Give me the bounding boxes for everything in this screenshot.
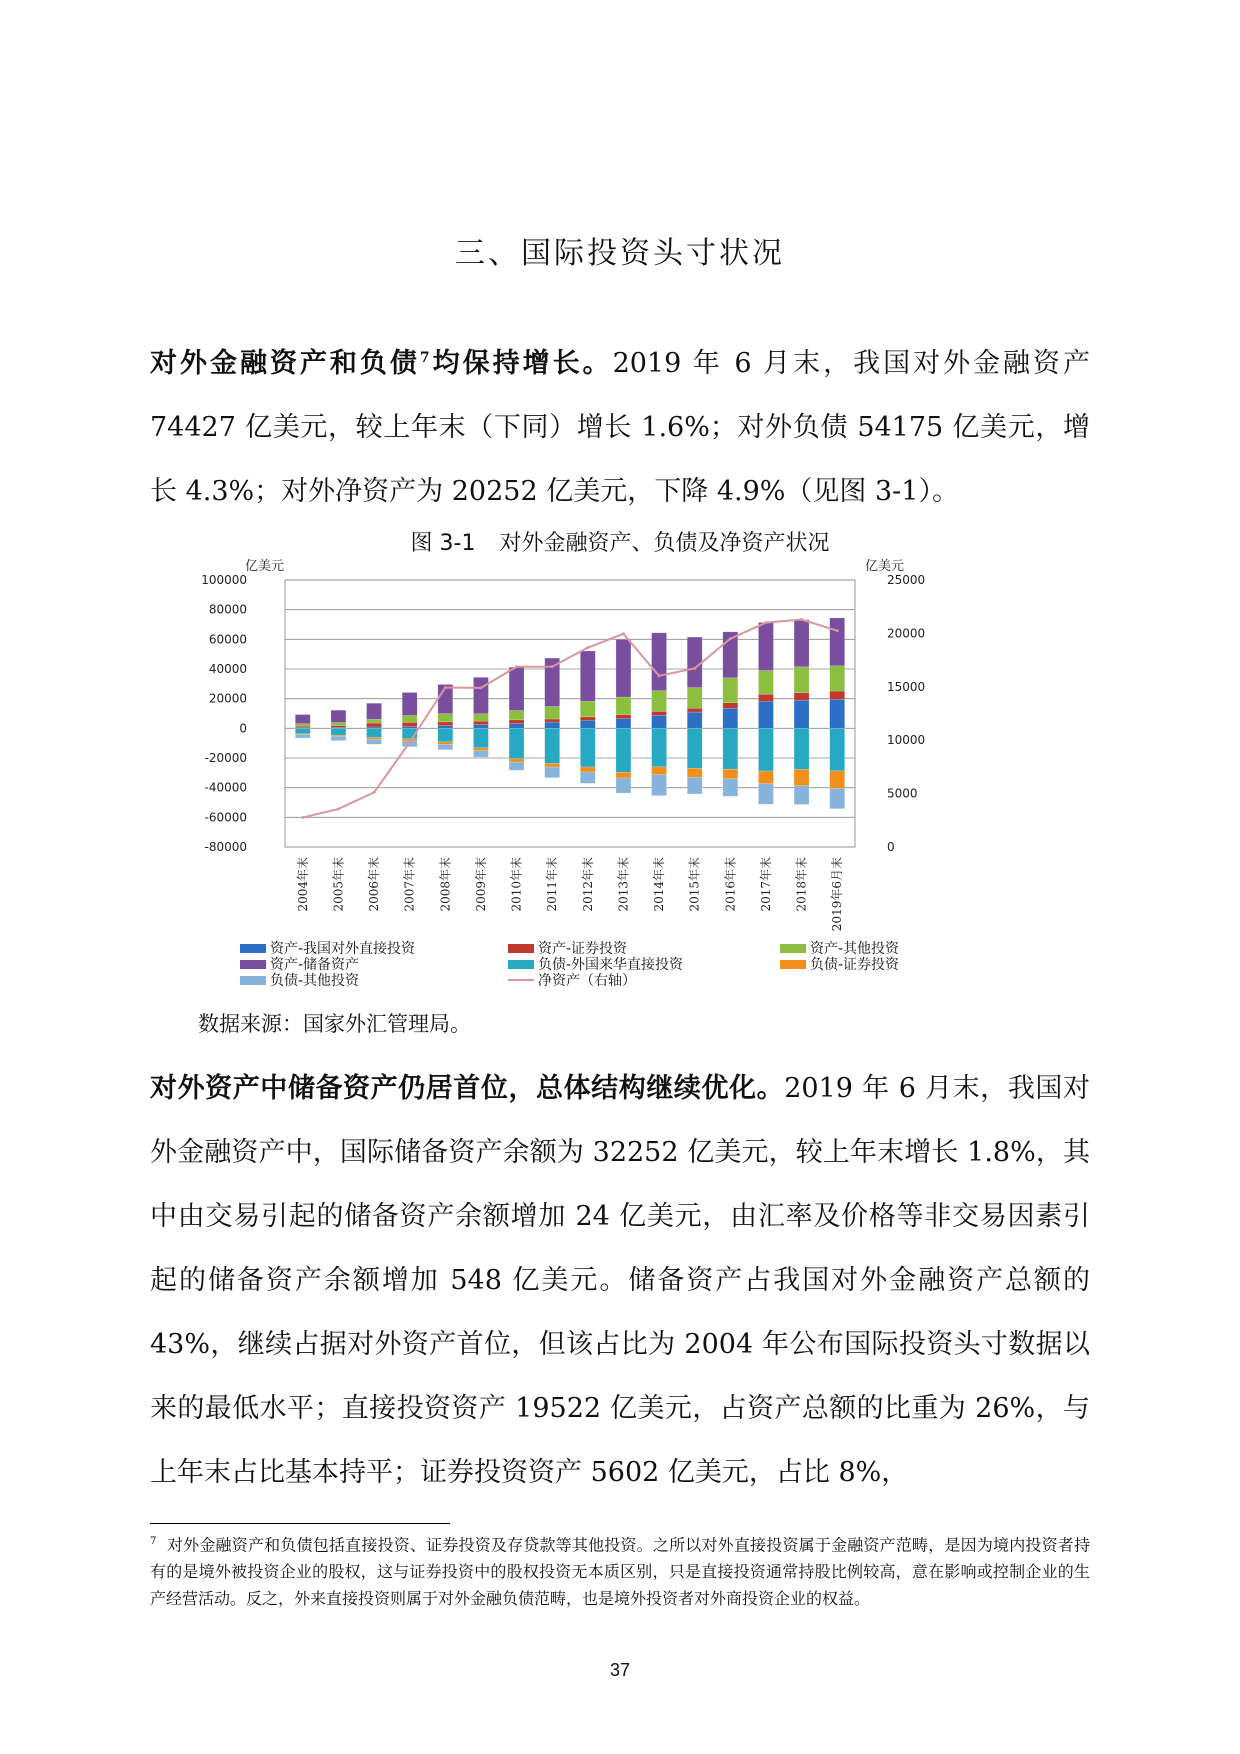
y-right-tick-label: 5000 (887, 786, 918, 801)
bar-segment (580, 720, 595, 728)
bar-segment (545, 728, 560, 763)
legend-swatch (780, 944, 806, 953)
bar-segment (794, 700, 809, 728)
bar-segment (545, 722, 560, 728)
footnote-marker: 7 (150, 1536, 157, 1547)
bar-segment (794, 667, 809, 693)
bar-segment (438, 722, 453, 726)
bar-segment (687, 712, 702, 728)
bar-segment (830, 771, 845, 789)
bar-segment (687, 728, 702, 768)
bar-segment (758, 701, 773, 728)
bar-segment (758, 728, 773, 771)
bar-segment (331, 722, 346, 725)
bar-segment (723, 678, 738, 703)
net-assets-point (658, 674, 661, 677)
net-assets-point (479, 686, 482, 689)
bar-segment (580, 701, 595, 717)
net-assets-point (836, 629, 839, 632)
bar-segment (830, 699, 845, 728)
bar-segment (473, 748, 488, 751)
bar-segment (652, 633, 667, 691)
bar-segment (830, 618, 845, 666)
bar-segment (723, 769, 738, 779)
legend-label: 负债-证券投资 (810, 957, 900, 973)
bar-segment (402, 715, 417, 722)
bar-segment (331, 726, 346, 728)
y-left-tick-label: 40000 (208, 662, 247, 676)
bar-segment (509, 724, 524, 729)
bar-segment (616, 640, 631, 698)
stacked-bar-chart (195, 555, 1005, 935)
net-assets-point (408, 741, 411, 744)
x-tick-label: 2012年末 (580, 857, 595, 912)
data-source: 数据来源：国家外汇管理局。 (198, 1012, 471, 1036)
x-tick-label: 2017年末 (758, 857, 773, 912)
bar-segment (545, 706, 560, 719)
bar-segment (794, 620, 809, 667)
x-tick-label: 2013年末 (616, 857, 631, 912)
page-number: 37 (609, 1660, 631, 1680)
bar-segment (473, 725, 488, 729)
bar-segment (687, 768, 702, 777)
bar-segment (758, 771, 773, 784)
bar-segment (438, 742, 453, 744)
y-left-tick-label: -20000 (204, 751, 247, 765)
figure-title (0, 526, 1240, 557)
bar-segment (758, 670, 773, 694)
bar-segment (367, 728, 382, 737)
y-right-tick-label: 25000 (887, 573, 926, 587)
net-assets-point (444, 686, 447, 689)
bar-segment (473, 714, 488, 721)
bar-segment (509, 762, 524, 770)
net-assets-point (301, 816, 304, 819)
bar-segment (687, 777, 702, 794)
y-left-tick-label: -60000 (204, 810, 247, 825)
x-tick-label: 2011年末 (545, 857, 560, 912)
bar-segment (295, 735, 310, 738)
bar-segment (402, 727, 417, 729)
bar-segment (509, 667, 524, 710)
bar-segment (652, 711, 667, 715)
footnote-text: 对外金融资产和负债包括直接投资、证券投资及存贷款等其他投资。之所以对外直接投资属于金融资产范畴，是因为境内投资者持有的是境外被投资企业的股权，这与证券投资中的股权投资无本质区别，只是直接投资通常持股比例较高，意在影响或控制企业的生产经营活动。反之，外来直接投资则属于对外金融负债范畴，也是境外投资者对外商投资企业的权益。 (150, 1535, 1090, 1609)
net-assets-point (693, 667, 696, 670)
bar-segment (473, 728, 488, 748)
x-tick-label: 2015年末 (687, 857, 702, 912)
bar-segment (758, 694, 773, 701)
bar-segment (438, 744, 453, 749)
bar-segment (367, 737, 382, 739)
bar-segment (545, 763, 560, 767)
legend-item (780, 954, 899, 974)
bar-segment (652, 728, 667, 767)
bar-segment (545, 719, 560, 722)
bar-segment (331, 736, 346, 740)
y-left-tick-label: 60000 (208, 632, 247, 647)
net-assets-point (729, 637, 732, 640)
paragraph-2-lead: 对外资产中储备资产仍居首位，总体结构继续优化。 (150, 1073, 785, 1104)
legend-label: 负债-外国来华直接投资 (538, 957, 684, 973)
bar-segment (652, 775, 667, 796)
bar-segment (794, 728, 809, 769)
y-left-tick-label: 20000 (208, 691, 247, 706)
legend-swatch (508, 944, 534, 953)
bar-segment (652, 691, 667, 712)
y-left-tick-label: 0 (239, 721, 247, 736)
x-tick-label: 2010年末 (509, 857, 524, 912)
legend-item (240, 970, 359, 990)
bar-segment (723, 728, 738, 769)
legend-label: 资产-证券投资 (538, 941, 628, 957)
paragraph-2-body: 2019 年 6 月末，我国对外金融资产中，国际储备资产余额为 32252 亿美元，较上年末增长 1.8%，其中由交易引起的储备资产余额增加 24 亿美元，由汇率及价格等非交易因素引起的储备资产余额增加 548 亿美元。储备资产占我国对外金融资产总额的 43%，继续占据对外资产首位，但该占比为 2004 年公布国际投资头寸数据以来的最低水平；直接投资资产 19522 亿美元，占资产总额的比重为 26%，与上年末占比基本持平；证券投资资产 5602 亿美元，占比 8%， (150, 1073, 1091, 1488)
y-left-tick-label: -80000 (204, 840, 247, 854)
bar-segment (616, 772, 631, 778)
y-right-tick-label: 10000 (887, 733, 926, 748)
y-right-unit-label: 亿美元 (865, 559, 905, 574)
bar-segment (830, 788, 845, 808)
legend-swatch (508, 960, 534, 969)
x-tick-label: 2016年末 (723, 857, 738, 912)
bar-segment (509, 710, 524, 719)
bar-segment (473, 677, 488, 713)
bar-segment (652, 715, 667, 728)
x-tick-label: 2007年末 (402, 857, 417, 912)
legend-label: 资产-储备资产 (270, 957, 360, 973)
bar-segment (723, 779, 738, 797)
bar-segment (402, 692, 417, 715)
legend-label: 资产-我国对外直接投资 (270, 941, 416, 957)
bar-segment (723, 703, 738, 708)
bar-segment (758, 622, 773, 670)
figure-number: 图 3-1 (410, 531, 476, 556)
legend-swatch (780, 960, 806, 969)
bar-segment (830, 728, 845, 771)
bar-segment (509, 759, 524, 762)
footnote-divider (150, 1523, 450, 1524)
paragraph-1-body: 2019 年 6 月末，我国对外金融资产 74427 亿美元，较上年末（下同）增长 1.6%；对外负债 54175 亿美元，增长 4.3%；对外净资产为 20252 亿美元，下降 4.9%（见图 3-1）。 (150, 348, 1091, 507)
bar-segment (402, 722, 417, 726)
bar-segment (794, 769, 809, 785)
legend-item (508, 970, 636, 990)
bar-segment (580, 767, 595, 772)
x-tick-label: 2004年末 (295, 857, 310, 912)
y-right-tick-label: 15000 (887, 679, 926, 694)
bar-segment (830, 691, 845, 699)
y-right-tick-label: 0 (887, 840, 895, 854)
paragraph-2 (150, 1057, 1090, 1505)
bar-segment (295, 715, 310, 724)
bar-segment (616, 728, 631, 772)
bar-segment (580, 717, 595, 721)
bar-segment (295, 728, 310, 733)
net-assets-point (586, 646, 589, 649)
x-tick-label: 2005年末 (331, 857, 346, 912)
y-left-tick-label: 80000 (208, 602, 247, 617)
bar-segment (438, 728, 453, 742)
bar-segment (438, 726, 453, 729)
net-assets-point (337, 807, 340, 810)
bar-segment (794, 693, 809, 700)
bar-segment (723, 708, 738, 728)
x-tick-label: 2018年末 (794, 857, 809, 912)
x-tick-label: 2009年末 (473, 857, 488, 912)
bar-segment (367, 719, 382, 723)
footnote-ref[interactable]: 7 (419, 350, 430, 366)
paragraph-1 (150, 326, 1090, 524)
bar-segment (367, 703, 382, 719)
bar-segment (331, 728, 346, 735)
bar-segment (616, 715, 631, 719)
bar-segment (616, 778, 631, 793)
bar-segment (438, 714, 453, 722)
bar-segment (473, 721, 488, 725)
bar-segment (580, 772, 595, 783)
legend-swatch (240, 960, 266, 969)
bar-segment (616, 697, 631, 715)
bar-segment (295, 724, 310, 726)
bar-segment (794, 786, 809, 805)
bar-segment (367, 739, 382, 744)
bar-segment (509, 720, 524, 724)
bar-segment (687, 637, 702, 688)
x-tick-label: 2008年末 (438, 857, 453, 912)
chart-line (301, 618, 838, 819)
legend-label: 净资产（右轴） (538, 973, 636, 989)
bar-segment (830, 666, 845, 691)
net-assets-point (373, 791, 376, 794)
x-tick-label: 2019年6月末 (830, 857, 845, 932)
y-right-tick-label: 20000 (887, 626, 926, 641)
bar-segment (331, 710, 346, 722)
bar-segment (687, 688, 702, 709)
paragraph-1-lead: 对外金融资产和负债$^7$均保持增长。 (150, 348, 613, 379)
legend-label: 负债-其他投资 (270, 973, 360, 989)
bar-segment (367, 723, 382, 727)
bar-segment (580, 651, 595, 701)
net-assets-point (622, 632, 625, 635)
net-assets-point (800, 618, 803, 621)
legend-swatch (508, 979, 534, 981)
bar-segment (652, 767, 667, 775)
net-assets-point (515, 665, 518, 668)
bar-segment (758, 784, 773, 805)
chart-bars (295, 618, 844, 809)
legend-label: 资产-其他投资 (810, 941, 900, 957)
net-assets-point (551, 665, 554, 668)
bar-segment (473, 751, 488, 757)
legend-swatch (240, 976, 266, 985)
y-left-tick-label: 100000 (201, 573, 247, 587)
y-left-tick-label: -40000 (204, 780, 247, 795)
bar-segment (616, 719, 631, 729)
bar-segment (545, 767, 560, 778)
bar-segment (509, 728, 524, 759)
y-left-unit-label: 亿美元 (245, 559, 285, 574)
bar-segment (580, 728, 595, 767)
bar-segment (687, 708, 702, 712)
chart-axes (201, 559, 925, 931)
footnote (150, 1528, 1090, 1612)
legend-swatch (240, 944, 266, 953)
net-assets-point (764, 621, 767, 624)
x-tick-label: 2014年末 (652, 857, 667, 912)
section-title: 三、国际投资头寸状况 (455, 236, 785, 271)
x-tick-label: 2006年末 (367, 857, 382, 912)
figure-caption: 对外金融资产、负债及净资产状况 (499, 531, 830, 556)
